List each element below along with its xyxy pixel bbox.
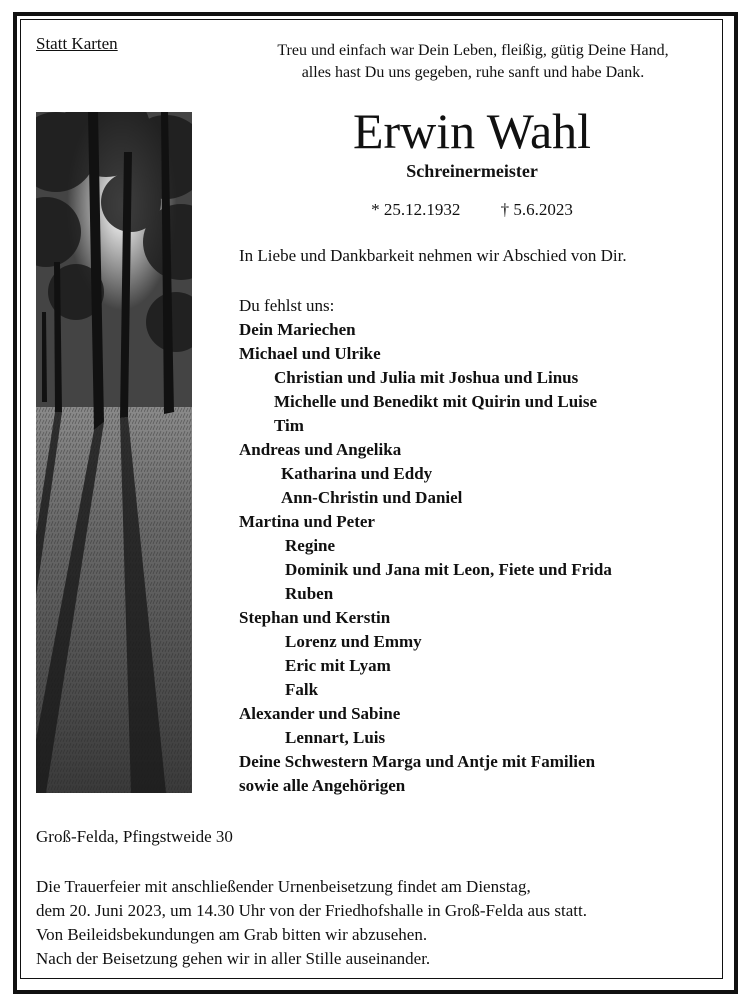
mourner-line: Ruben xyxy=(285,584,334,603)
mourner-line: Dein Mariechen xyxy=(239,320,356,339)
tree-avenue-photo xyxy=(36,112,192,793)
life-dates xyxy=(238,200,706,220)
death-date: † 5.6.2023 xyxy=(500,200,573,219)
mourner-line: Regine xyxy=(285,536,336,555)
birth-date: * 25.12.1932 xyxy=(371,200,461,219)
mourner-line: Dominik und Jana mit Leon, Fiete und Frida xyxy=(285,560,612,579)
mourner-line: Alexander und Sabine xyxy=(239,704,401,723)
mourner-line: Michael und Ulrike xyxy=(239,344,381,363)
tree-photo-icon xyxy=(36,112,192,793)
farewell-text: In Liebe und Dankbarkeit nehmen wir Abschied von Dir. xyxy=(239,246,627,265)
motto xyxy=(238,40,708,84)
mourner-line: Lennart, Luis xyxy=(285,728,386,747)
mourner-line: Christian und Julia mit Joshua und Linus xyxy=(274,368,579,387)
statt-karten-label: Statt Karten xyxy=(36,34,118,53)
deceased-profession: Schreinermeister xyxy=(406,161,538,181)
mourners-list xyxy=(239,294,612,798)
motto-line-1: Treu und einfach war Dein Leben, fleißig, gütig Deine Hand, xyxy=(277,42,669,59)
mourner-line: Katharina und Eddy xyxy=(281,464,433,483)
mourner-line: Martina und Peter xyxy=(239,512,375,531)
address: Groß-Felda, Pfingstweide 30 xyxy=(36,827,233,846)
mourner-line: sowie alle Angehörigen xyxy=(239,776,406,795)
mourner-line: Michelle und Benedikt mit Quirin und Luise xyxy=(274,392,598,411)
mourner-line: Ann-Christin und Daniel xyxy=(281,488,463,507)
mourner-line: Falk xyxy=(285,680,319,699)
mourner-line: Lorenz und Emmy xyxy=(285,632,422,651)
mourner-line: Eric mit Lyam xyxy=(285,656,391,675)
mourners-intro: Du fehlst uns: xyxy=(239,296,335,315)
ceremony-line: Die Trauerfeier mit anschließender Urnenbeisetzung findet am Dienstag, xyxy=(36,877,531,896)
ceremony-line: dem 20. Juni 2023, um 14.30 Uhr von der Friedhofshalle in Groß-Felda aus statt. xyxy=(36,901,588,920)
motto-line-2: alles hast Du uns gegeben, ruhe sanft und habe Dank. xyxy=(301,64,645,81)
mourner-line: Tim xyxy=(274,416,304,435)
ceremony-info xyxy=(36,875,587,971)
ceremony-line: Nach der Beisetzung gehen wir in aller Stille auseinander. xyxy=(36,949,431,968)
ceremony-line: Von Beileidsbekundungen am Grab bitten wir abzusehen. xyxy=(36,925,428,944)
deceased-name: Erwin Wahl xyxy=(352,103,592,159)
mourner-line: Stephan und Kerstin xyxy=(239,608,391,627)
mourner-line: Andreas und Angelika xyxy=(239,440,402,459)
mourner-line: Deine Schwestern Marga und Antje mit Familien xyxy=(239,752,596,771)
